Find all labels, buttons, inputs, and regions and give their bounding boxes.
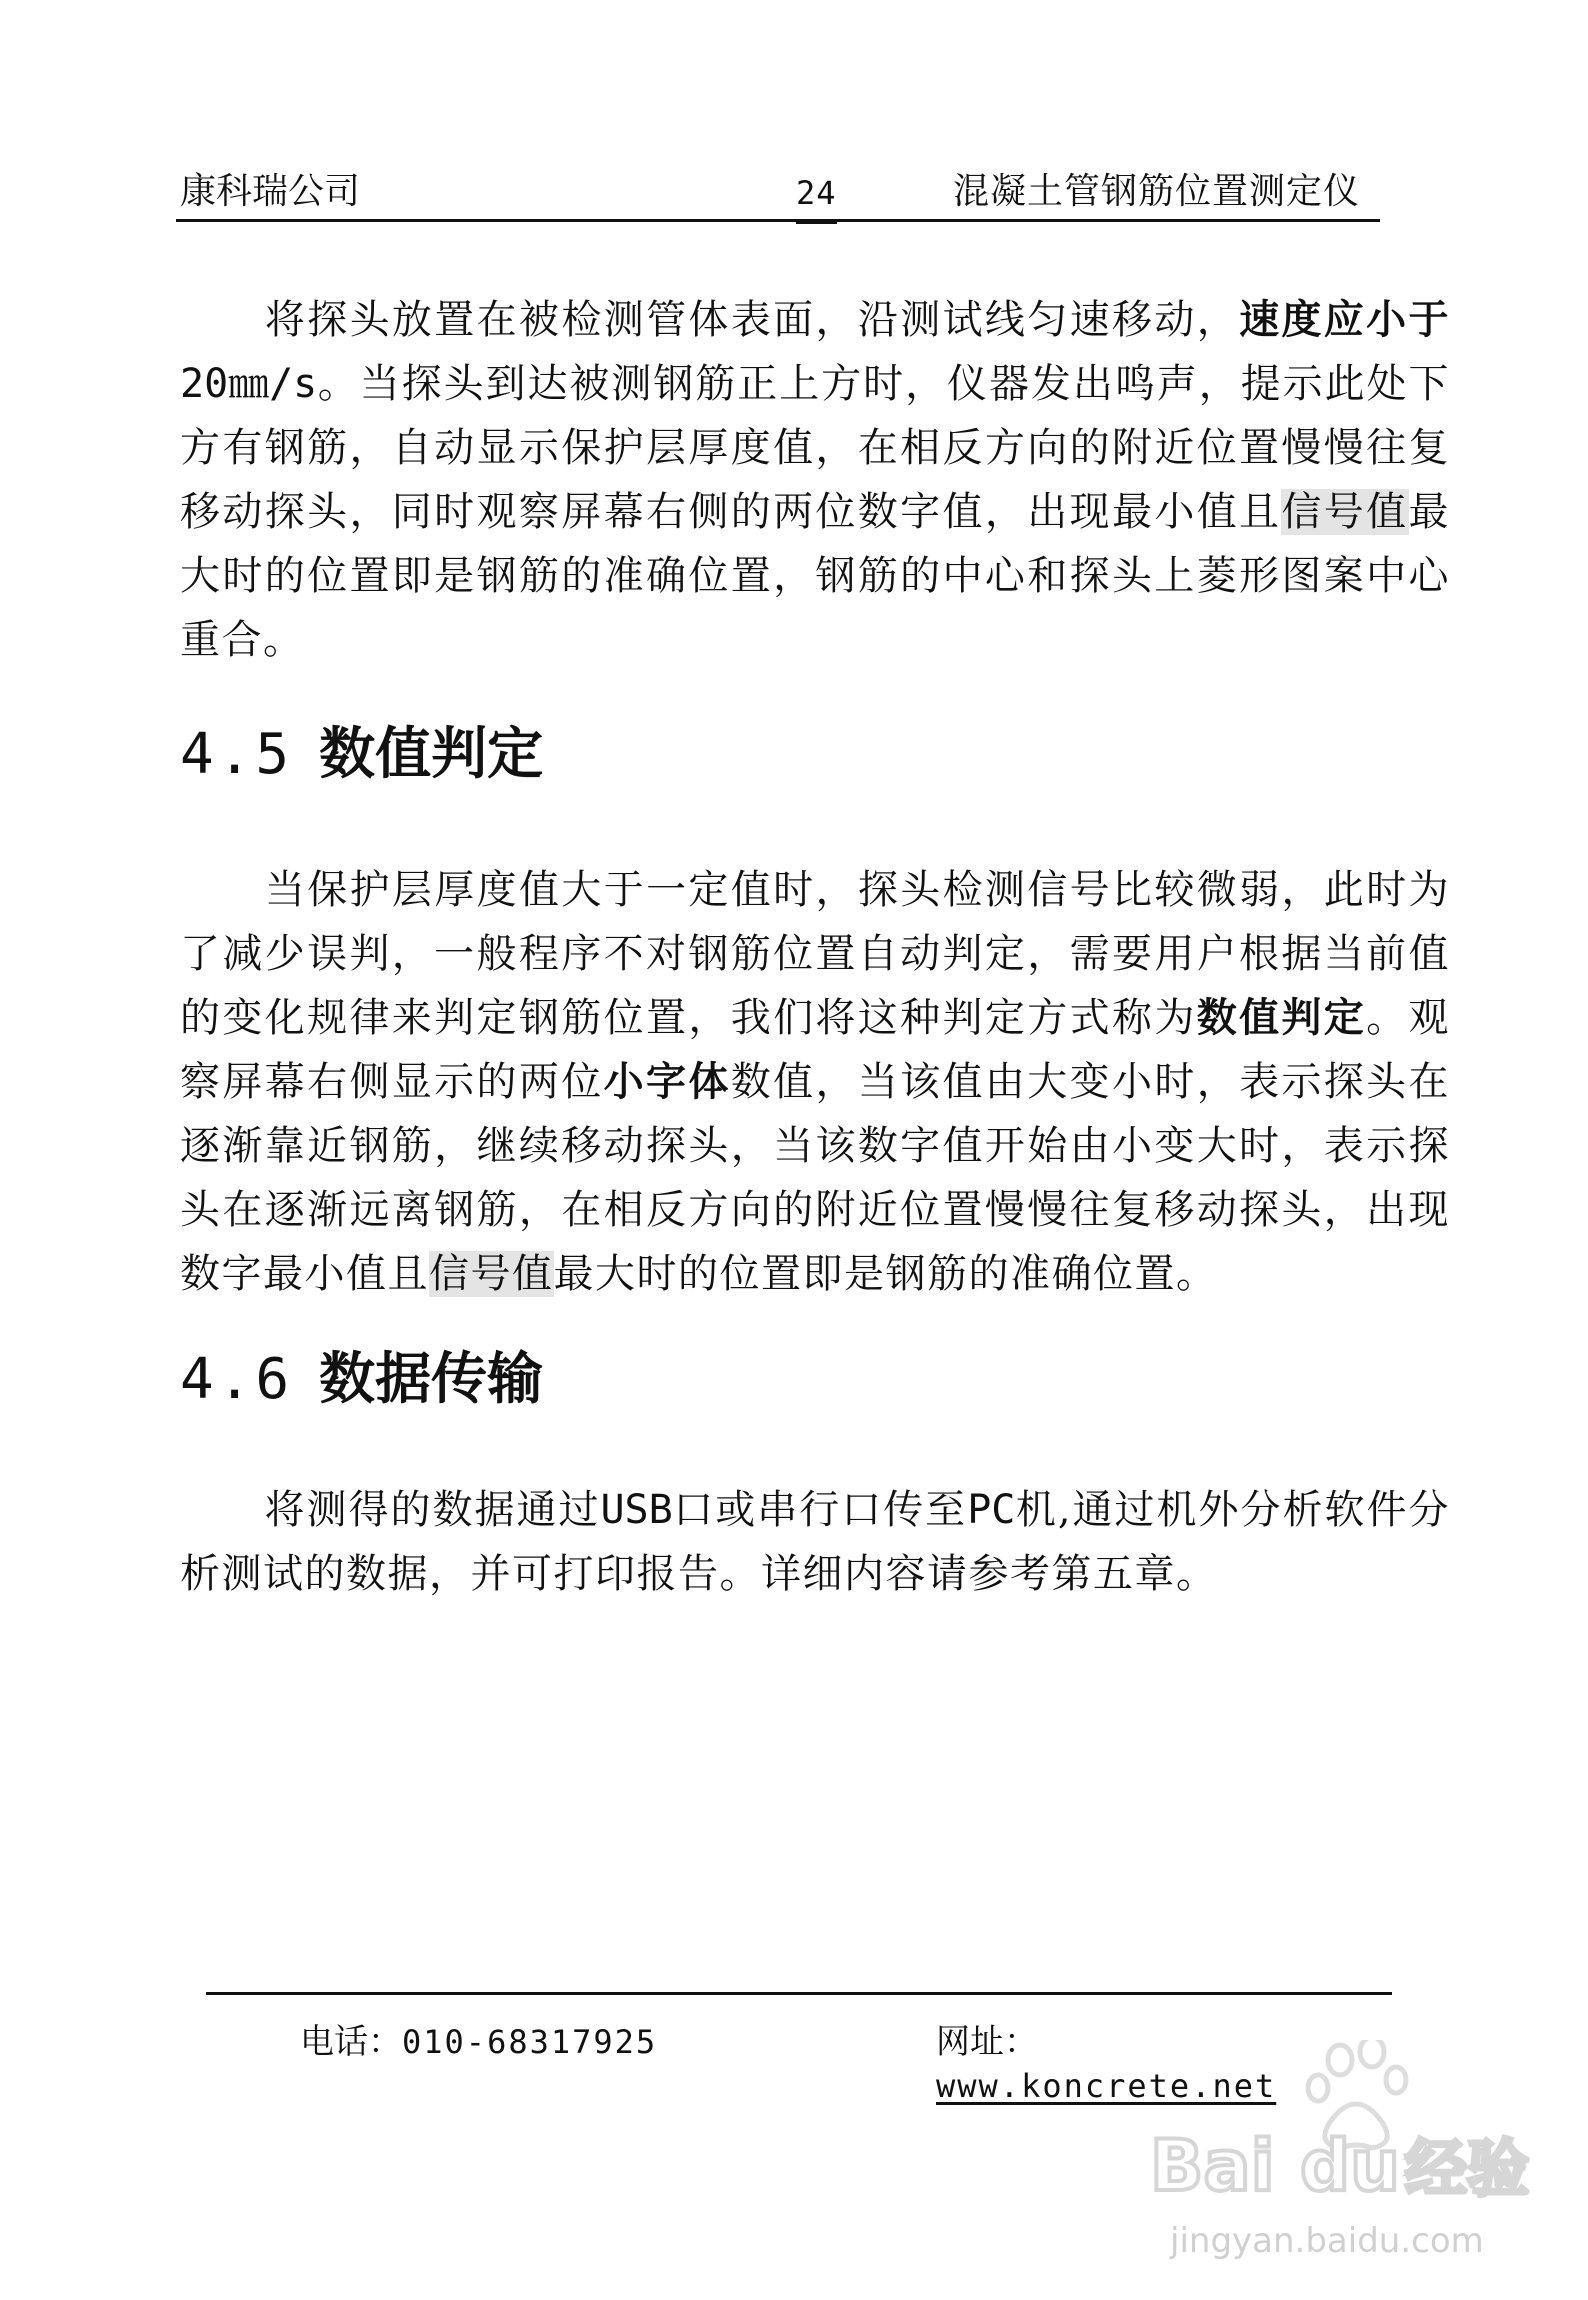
text-span: 机,通过机外分析软件分析测试的数据，并可打印报告。详细内容请参考第五章。: [180, 1487, 1451, 1597]
text-span: 将探头放置在被检测管体表面，沿测试线匀速移动，: [264, 297, 1240, 343]
usb-term: USB: [600, 1487, 673, 1533]
highlight-signal-value: 信号值: [429, 1251, 554, 1297]
section-number: 4.6: [180, 1347, 294, 1412]
header-company: 康科瑞公司: [180, 171, 361, 212]
section-number: 4.5: [180, 722, 294, 787]
header-page-number: 24: [796, 174, 837, 212]
website-label: 网址：: [936, 2022, 1038, 2062]
bold-small-font: 小字体: [603, 1059, 731, 1105]
text-span: 当保护层厚度值大于一定值时，探头检测信号比较微弱，此时为了减少误判，一般程序不对钢筋位置自动判定，需要用户根据当前值的变化规律来判定钢筋位置，我们将这种判定方式称为: [180, 867, 1450, 1041]
highlight-signal-value: 信号值: [1281, 489, 1409, 535]
text-span: 。观察屏幕右侧显示的两位: [180, 995, 1451, 1105]
website-link[interactable]: www.koncrete.net: [936, 2067, 1277, 2105]
header-rule: [176, 219, 1380, 222]
baidu-paw-logo-icon: [1150, 2040, 1570, 2290]
svg-text:jingyan.baidu.com: jingyan.baidu.com: [1170, 2221, 1484, 2261]
svg-text:经验: 经验: [1405, 2132, 1530, 2205]
paragraph-probe-usage: [180, 288, 1450, 672]
section-heading-4-6: [180, 1345, 543, 1415]
section-heading-4-5: [180, 720, 543, 790]
speed-value: 20㎜/s: [180, 361, 318, 407]
baidu-jingyan-watermark: [1150, 2040, 1570, 2290]
text-span: 。当探头到达被测钢筋正上方时，仪器发出鸣声，提示此处下方有钢筋，自动显示保护层厚度值，在相反方向的附近位置慢慢往复移动探头，同时观察屏幕右侧的两位数字值，出现最小值且: [180, 361, 1451, 535]
paragraph-numeric-judgement: [180, 858, 1450, 1306]
phone-number: 010-68317925: [402, 2023, 658, 2061]
text-span: 最大时的位置即是钢筋的准确位置，钢筋的中心和探头上菱形图案中心重合。: [180, 489, 1451, 663]
phone-label: 电话：: [300, 2022, 402, 2062]
bold-numeric-judgement: 数值判定: [1196, 995, 1367, 1041]
footer-phone: [300, 2020, 657, 2064]
section-title: 数值判定: [319, 722, 544, 787]
svg-text:Bai: Bai: [1150, 2125, 1275, 2207]
text-span: 最大时的位置即是钢筋的准确位置。: [553, 1251, 1218, 1297]
paragraph-data-transfer: [180, 1478, 1450, 1606]
svg-text:du: du: [1300, 2125, 1400, 2207]
bold-speed-limit: 速度应小于: [1239, 297, 1451, 343]
text-span: 将测得的数据通过: [264, 1487, 601, 1533]
footer-rule: [206, 1992, 1392, 1995]
section-title: 数据传输: [319, 1347, 544, 1412]
text-span: 数值，当该值由大变小时，表示探头在逐渐靠近钢筋，继续移动探头，当该数字值开始由小变大时，表示探头在逐渐远离钢筋，在相反方向的附近位置慢慢往复移动探头，出现数字最小值且: [180, 1059, 1451, 1297]
header-doc-title: 混凝土管钢筋位置测定仪: [952, 171, 1360, 212]
page-header: [176, 168, 1380, 220]
text-span: 口或串行口传至: [672, 1487, 968, 1533]
pc-term: PC: [967, 1487, 1016, 1533]
